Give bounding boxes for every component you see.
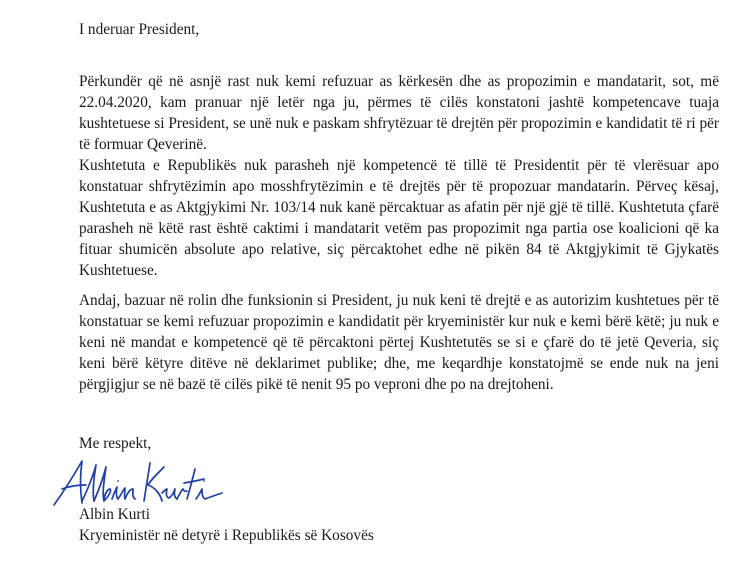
letter-paragraph-1: Përkundër që në asnjë rast nuk kemi refuzuar as kërkesën dhe as propozimin e mandatarit, sot, më 22.04.2020, kam pranuar një letër nga ju, përmes të cilës konstatoni jashtë kompetencave tuaja kushtetuese si President, se unë nuk e paskam shfrytëzuar të drejtën për propozimin e kandidatit të ri për të formuar Qeverinë. [79, 73, 719, 153]
letter-closing: Me respekt, [79, 435, 152, 452]
signer-title: Kryeministër në detyrë i Republikës së Kosovës [79, 527, 374, 544]
letter-paragraph-2: Kushtetuta e Republikës nuk parasheh një kompetencë të tillë të Presidentit për të vlerësuar apo konstatuar shfrytëzimin apo mosshfrytëzimin e të drejtës për të propozuar mandatarin. Përveç kësaj, Kushtetuta e as Aktgjykimi Nr. 103/14 nuk kanë përcaktuar as afatin për një gjë të tillë. Kushtetuta çfarë parasheh në këtë rast është caktimi i mandatarit vetëm pas propozimit nga partia ose koalicioni që ka fituar shumicën absolute apo relative, siç përcaktohet edhe në pikën 84 të Aktgjykimit të Gjykatës Kushtetuese. [79, 157, 719, 279]
signer-name: Albin Kurti [79, 506, 150, 523]
letter-greeting: I nderuar President, [79, 21, 200, 38]
letter-paragraph-3: Andaj, bazuar në rolin dhe funksionin si President, ju nuk keni të drejtë e as autorizim kushtetues për të konstatuar se kemi refuzuar propozimin e kandidatit për kryeministër kur nuk e kemi bërë këtë; ju nuk e keni në mandat e kompetencë që të përcaktoni përtej Kushtetutës se si e çfarë do të jetë Qeveria, siç keni bërë këtyre ditëve në deklarimet publike; dhe, me keqardhje konstatojmë se ende nuk na jeni përgjigjur se në bazë të cilës pikë të nenit 95 po veproni dhe po na drejtoheni. [79, 292, 719, 393]
